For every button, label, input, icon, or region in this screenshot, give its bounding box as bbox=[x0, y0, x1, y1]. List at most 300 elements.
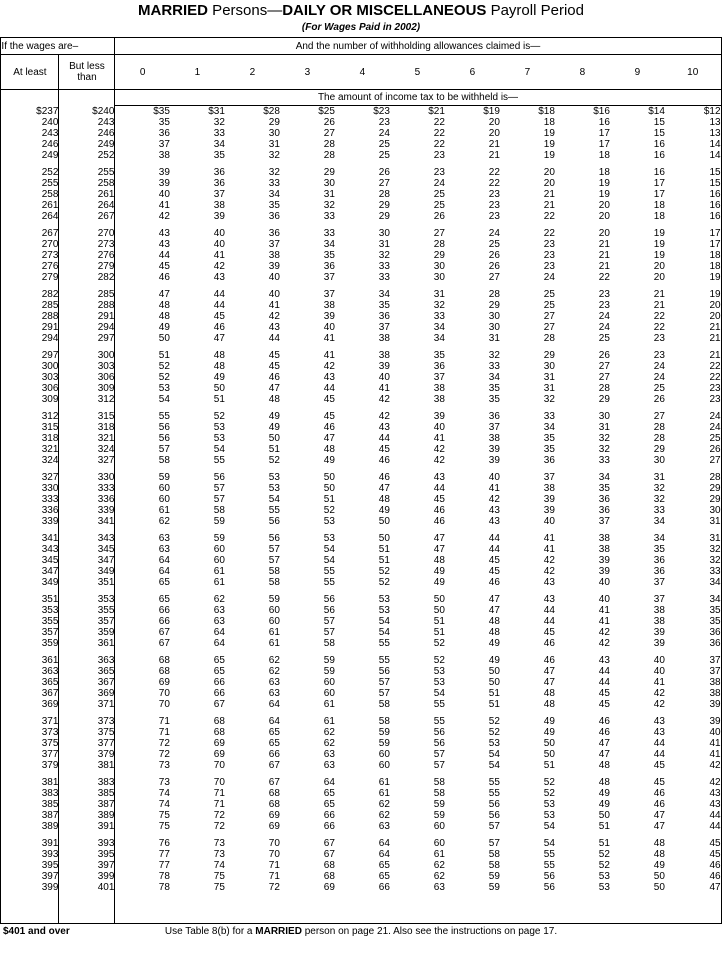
cell-withholding-0: 43 bbox=[115, 239, 170, 250]
cell-withholding-0: 63 bbox=[115, 533, 170, 544]
cell-withholding-8: 36 bbox=[598, 494, 610, 505]
cell-withholding-3: 49 bbox=[323, 455, 335, 466]
cell-at-least: 339 bbox=[1, 516, 59, 527]
table-row bbox=[1, 106, 721, 118]
cell-withholding-9: 30 bbox=[653, 455, 665, 466]
cell-withholding-6: 21 bbox=[488, 150, 500, 161]
cell-withholding-7: 42 bbox=[543, 555, 555, 566]
cell-withholding-5: 31 bbox=[433, 289, 445, 300]
cell-withholding-7: 19 bbox=[543, 128, 555, 139]
cell-withholding-1: 34 bbox=[213, 139, 225, 150]
cell-at-least: 373 bbox=[1, 727, 59, 738]
cell-but-less-than: 389 bbox=[59, 810, 115, 821]
cell-withholding-7: 49 bbox=[543, 727, 555, 738]
cell-withholding-10: 24 bbox=[665, 422, 721, 433]
cell-withholding-5: 34 bbox=[433, 333, 445, 344]
footer-note bbox=[1, 926, 721, 937]
cell-withholding-1: 59 bbox=[213, 516, 225, 527]
cell-withholding-4: 63 bbox=[378, 821, 390, 832]
cell-withholding-10: 39 bbox=[665, 699, 721, 710]
table-row bbox=[1, 716, 721, 727]
cell-withholding-2: 37 bbox=[268, 239, 280, 250]
cell-withholding-2: 58 bbox=[268, 566, 280, 577]
spacer-at-least bbox=[1, 90, 59, 106]
cell-withholding-5: 50 bbox=[433, 594, 445, 605]
cell-withholding-10: 32 bbox=[665, 544, 721, 555]
cell-withholding-10: 36 bbox=[665, 627, 721, 638]
cell-withholding-9: 16 bbox=[653, 139, 665, 150]
cell-withholding-7: 23 bbox=[543, 250, 555, 261]
cell-withholding-3: 54 bbox=[323, 555, 335, 566]
cell-withholding-6: 23 bbox=[488, 200, 500, 211]
cell-withholding-9: 38 bbox=[653, 605, 665, 616]
cell-withholding-3: 59 bbox=[323, 666, 335, 677]
cell-withholding-2: 52 bbox=[268, 455, 280, 466]
cell-withholding-2: 55 bbox=[268, 505, 280, 516]
table-row bbox=[1, 300, 721, 311]
cell-withholding-2: 57 bbox=[268, 544, 280, 555]
cell-withholding-1: 60 bbox=[213, 544, 225, 555]
table-row bbox=[1, 350, 721, 361]
cell-withholding-10: 46 bbox=[665, 860, 721, 871]
cell-withholding-8: 19 bbox=[598, 178, 610, 189]
cell-withholding-10: 27 bbox=[665, 455, 721, 466]
col-header-allowance-6: 6 bbox=[445, 55, 500, 90]
cell-but-less-than: 373 bbox=[59, 716, 115, 727]
cell-withholding-10: 21 bbox=[665, 350, 721, 361]
cell-withholding-8: 47 bbox=[598, 738, 610, 749]
withholding-table bbox=[0, 37, 721, 924]
cell-withholding-10: 17 bbox=[665, 228, 721, 239]
table-row bbox=[1, 289, 721, 300]
cell-at-least: 363 bbox=[1, 666, 59, 677]
cell-withholding-2: 42 bbox=[268, 311, 280, 322]
table-row bbox=[1, 200, 721, 211]
cell-withholding-2: 47 bbox=[268, 383, 280, 394]
cell-but-less-than: 349 bbox=[59, 566, 115, 577]
cell-but-less-than: 327 bbox=[59, 455, 115, 466]
cell-withholding-4: 54 bbox=[378, 627, 390, 638]
cell-but-less-than: 318 bbox=[59, 422, 115, 433]
cell-withholding-4: 31 bbox=[378, 239, 390, 250]
cell-but-less-than: 309 bbox=[59, 383, 115, 394]
cell-but-less-than: 321 bbox=[59, 433, 115, 444]
cell-withholding-8: 22 bbox=[598, 272, 610, 283]
cell-withholding-7: 24 bbox=[543, 272, 555, 283]
cell-withholding-8: 44 bbox=[598, 666, 610, 677]
cell-withholding-5: $21 bbox=[428, 106, 445, 117]
table-row bbox=[1, 422, 721, 433]
cell-withholding-8: 27 bbox=[598, 361, 610, 372]
cell-withholding-9: 49 bbox=[653, 860, 665, 871]
cell-at-least: 327 bbox=[1, 472, 59, 483]
cell-but-less-than: 306 bbox=[59, 372, 115, 383]
cell-withholding-6: 26 bbox=[488, 261, 500, 272]
cell-withholding-2: 61 bbox=[268, 627, 280, 638]
cell-withholding-5: 23 bbox=[433, 150, 445, 161]
cell-withholding-10: 25 bbox=[665, 433, 721, 444]
cell-withholding-3: 50 bbox=[323, 483, 335, 494]
cell-withholding-6: 40 bbox=[488, 472, 500, 483]
cell-withholding-8: 48 bbox=[598, 760, 610, 771]
cell-withholding-0: 71 bbox=[115, 727, 170, 738]
table-row bbox=[1, 871, 721, 882]
cell-withholding-2: 64 bbox=[268, 699, 280, 710]
cell-withholding-3: 47 bbox=[323, 433, 335, 444]
cell-withholding-3: 64 bbox=[323, 777, 335, 788]
cell-withholding-4: 49 bbox=[378, 505, 390, 516]
cell-withholding-9: 48 bbox=[653, 849, 665, 860]
cell-but-less-than: 315 bbox=[59, 411, 115, 422]
cell-withholding-5: 57 bbox=[433, 760, 445, 771]
cell-withholding-3: 63 bbox=[323, 749, 335, 760]
cell-withholding-8: 44 bbox=[598, 677, 610, 688]
table-row bbox=[1, 577, 721, 588]
cell-withholding-9: 17 bbox=[653, 189, 665, 200]
cell-withholding-3: 46 bbox=[323, 422, 335, 433]
cell-withholding-0: 39 bbox=[115, 178, 170, 189]
cell-withholding-10: 22 bbox=[665, 361, 721, 372]
cell-withholding-3: 68 bbox=[323, 871, 335, 882]
table-row bbox=[1, 178, 721, 189]
cell-withholding-10: 33 bbox=[665, 566, 721, 577]
cell-withholding-4: 55 bbox=[378, 655, 390, 666]
cell-at-least: 288 bbox=[1, 311, 59, 322]
cell-withholding-1: 40 bbox=[213, 228, 225, 239]
cell-withholding-3: 41 bbox=[323, 350, 335, 361]
cell-withholding-6: 23 bbox=[488, 189, 500, 200]
cell-withholding-4: 56 bbox=[378, 666, 390, 677]
cell-withholding-1: 65 bbox=[213, 655, 225, 666]
cell-withholding-6: 30 bbox=[488, 311, 500, 322]
cell-withholding-1: 62 bbox=[213, 594, 225, 605]
cell-withholding-2: 58 bbox=[268, 577, 280, 588]
cell-at-least: 255 bbox=[1, 178, 59, 189]
cell-withholding-7: 43 bbox=[543, 594, 555, 605]
cell-withholding-6: 45 bbox=[488, 566, 500, 577]
cell-but-less-than: 291 bbox=[59, 311, 115, 322]
cell-withholding-1: 55 bbox=[213, 455, 225, 466]
cell-but-less-than: 371 bbox=[59, 699, 115, 710]
cell-withholding-1: 59 bbox=[213, 533, 225, 544]
cell-at-least: 276 bbox=[1, 261, 59, 272]
cell-withholding-6: 26 bbox=[488, 250, 500, 261]
cell-withholding-0: 52 bbox=[115, 361, 170, 372]
cell-withholding-10: 39 bbox=[665, 716, 721, 727]
cell-withholding-6: 32 bbox=[488, 350, 500, 361]
cell-withholding-10: 23 bbox=[665, 394, 721, 405]
cell-withholding-0: 66 bbox=[115, 605, 170, 616]
cell-withholding-5: 49 bbox=[433, 577, 445, 588]
cell-withholding-10: 18 bbox=[665, 261, 721, 272]
cell-withholding-7: 48 bbox=[543, 699, 555, 710]
cell-withholding-9: 45 bbox=[653, 777, 665, 788]
cell-at-least: 389 bbox=[1, 821, 59, 832]
cell-withholding-5: 54 bbox=[433, 688, 445, 699]
cell-withholding-9: 46 bbox=[653, 788, 665, 799]
cell-withholding-8: 49 bbox=[598, 788, 610, 799]
cell-withholding-4: 50 bbox=[378, 533, 390, 544]
cell-withholding-6: 51 bbox=[488, 688, 500, 699]
cell-withholding-8: 23 bbox=[598, 300, 610, 311]
cell-withholding-3: 35 bbox=[323, 250, 335, 261]
cell-withholding-1: 66 bbox=[213, 688, 225, 699]
cell-withholding-2: 72 bbox=[268, 882, 280, 893]
cell-at-least: 381 bbox=[1, 777, 59, 788]
cell-withholding-9: 21 bbox=[653, 289, 665, 300]
table-row bbox=[1, 394, 721, 405]
cell-withholding-2: 36 bbox=[268, 228, 280, 239]
cell-withholding-3: 53 bbox=[323, 516, 335, 527]
col-header-at-least: At least bbox=[1, 55, 59, 90]
cell-withholding-1: 75 bbox=[213, 882, 225, 893]
cell-withholding-3: 58 bbox=[323, 638, 335, 649]
cell-withholding-3: 31 bbox=[323, 189, 335, 200]
table-row bbox=[1, 799, 721, 810]
cell-withholding-10: 46 bbox=[665, 871, 721, 882]
cell-withholding-4: 33 bbox=[378, 272, 390, 283]
cell-withholding-6: 53 bbox=[488, 738, 500, 749]
cell-withholding-5: 45 bbox=[433, 494, 445, 505]
cell-at-least: 285 bbox=[1, 300, 59, 311]
cell-withholding-7: 21 bbox=[543, 189, 555, 200]
cell-but-less-than: 399 bbox=[59, 871, 115, 882]
cell-withholding-8: 32 bbox=[598, 433, 610, 444]
cell-but-less-than: 255 bbox=[59, 167, 115, 178]
cell-withholding-2: 34 bbox=[268, 189, 280, 200]
table-row bbox=[1, 788, 721, 799]
cell-at-least: 282 bbox=[1, 289, 59, 300]
cell-withholding-3: 38 bbox=[323, 300, 335, 311]
cell-withholding-4: 29 bbox=[378, 211, 390, 222]
table-row bbox=[1, 444, 721, 455]
cell-withholding-7: 35 bbox=[543, 433, 555, 444]
cell-withholding-5: 47 bbox=[433, 544, 445, 555]
cell-withholding-5: 49 bbox=[433, 566, 445, 577]
cell-withholding-7: 56 bbox=[543, 871, 555, 882]
cell-withholding-1: 61 bbox=[213, 566, 225, 577]
cell-at-least: 303 bbox=[1, 372, 59, 383]
cell-withholding-3: 40 bbox=[323, 322, 335, 333]
cell-withholding-7: 22 bbox=[543, 228, 555, 239]
table-row bbox=[1, 128, 721, 139]
cell-withholding-8: 33 bbox=[598, 455, 610, 466]
cell-withholding-4: 45 bbox=[378, 444, 390, 455]
cell-withholding-4: 51 bbox=[378, 555, 390, 566]
cell-but-less-than: 300 bbox=[59, 350, 115, 361]
cell-but-less-than: 365 bbox=[59, 666, 115, 677]
cell-but-less-than: 353 bbox=[59, 594, 115, 605]
cell-withholding-2: 53 bbox=[268, 472, 280, 483]
cell-withholding-7: 48 bbox=[543, 688, 555, 699]
cell-withholding-1: 58 bbox=[213, 505, 225, 516]
cell-withholding-10: 35 bbox=[665, 616, 721, 627]
cell-withholding-7: 41 bbox=[543, 533, 555, 544]
cell-withholding-6: 27 bbox=[488, 272, 500, 283]
cell-withholding-5: 22 bbox=[433, 117, 445, 128]
cell-withholding-1: 70 bbox=[213, 760, 225, 771]
cell-withholding-3: 65 bbox=[323, 788, 335, 799]
cell-withholding-8: 32 bbox=[598, 444, 610, 455]
col-header-allowance-5: 5 bbox=[390, 55, 445, 90]
cell-withholding-5: 59 bbox=[433, 799, 445, 810]
cell-withholding-0: 64 bbox=[115, 555, 170, 566]
cell-at-least: 321 bbox=[1, 444, 59, 455]
cell-withholding-5: 38 bbox=[433, 394, 445, 405]
cell-withholding-4: 38 bbox=[378, 350, 390, 361]
cell-withholding-8: 45 bbox=[598, 699, 610, 710]
cell-withholding-1: 68 bbox=[213, 727, 225, 738]
cell-withholding-2: 44 bbox=[268, 333, 280, 344]
cell-withholding-10: 30 bbox=[665, 505, 721, 516]
cell-withholding-1: 53 bbox=[213, 422, 225, 433]
cell-withholding-5: 52 bbox=[433, 638, 445, 649]
cell-but-less-than: 330 bbox=[59, 472, 115, 483]
cell-but-less-than: 276 bbox=[59, 250, 115, 261]
cell-at-least: 279 bbox=[1, 272, 59, 283]
cell-withholding-7: 28 bbox=[543, 333, 555, 344]
cell-withholding-6: 36 bbox=[488, 411, 500, 422]
cell-but-less-than: 377 bbox=[59, 738, 115, 749]
col-header-allowance-2: 2 bbox=[225, 55, 280, 90]
cell-but-less-than: 363 bbox=[59, 655, 115, 666]
cell-withholding-5: 40 bbox=[433, 422, 445, 433]
cell-withholding-4: 50 bbox=[378, 516, 390, 527]
cell-withholding-4: 65 bbox=[378, 860, 390, 871]
cell-withholding-3: 33 bbox=[323, 228, 335, 239]
cell-withholding-5: 62 bbox=[433, 871, 445, 882]
cell-withholding-5: 48 bbox=[433, 555, 445, 566]
cell-withholding-8: 31 bbox=[598, 422, 610, 433]
cell-withholding-0: 42 bbox=[115, 211, 170, 222]
cell-withholding-7: 45 bbox=[543, 627, 555, 638]
table-row bbox=[1, 211, 721, 222]
cell-at-least: 333 bbox=[1, 494, 59, 505]
cell-withholding-7: 50 bbox=[543, 738, 555, 749]
cell-at-least: 249 bbox=[1, 150, 59, 161]
table-row bbox=[1, 821, 721, 832]
cell-but-less-than: 345 bbox=[59, 544, 115, 555]
cell-withholding-0: 70 bbox=[115, 699, 170, 710]
cell-withholding-3: 66 bbox=[323, 821, 335, 832]
cell-withholding-6: 37 bbox=[488, 422, 500, 433]
cell-withholding-5: 41 bbox=[433, 433, 445, 444]
cell-at-least: 240 bbox=[1, 117, 59, 128]
cell-withholding-1: 73 bbox=[213, 849, 225, 860]
cell-withholding-5: 60 bbox=[433, 838, 445, 849]
cell-at-least: 399 bbox=[1, 882, 59, 893]
cell-withholding-1: 60 bbox=[213, 555, 225, 566]
cell-withholding-6: 39 bbox=[488, 455, 500, 466]
cell-at-least: 371 bbox=[1, 716, 59, 727]
cell-withholding-2: 71 bbox=[268, 860, 280, 871]
cell-withholding-0: 47 bbox=[115, 289, 170, 300]
cell-withholding-10: 29 bbox=[665, 483, 721, 494]
cell-withholding-10: 38 bbox=[665, 677, 721, 688]
title-bold-married: MARRIED bbox=[138, 2, 209, 19]
table-row bbox=[1, 860, 721, 871]
cell-withholding-1: 64 bbox=[213, 638, 225, 649]
cell-withholding-4: 29 bbox=[378, 200, 390, 211]
cell-withholding-0: $35 bbox=[115, 106, 170, 118]
cell-withholding-9: 45 bbox=[653, 760, 665, 771]
cell-withholding-3: 67 bbox=[323, 838, 335, 849]
cell-withholding-7: 52 bbox=[543, 788, 555, 799]
cell-at-least: 395 bbox=[1, 860, 59, 871]
cell-withholding-10: 38 bbox=[665, 688, 721, 699]
cell-withholding-6: 55 bbox=[488, 777, 500, 788]
cell-withholding-5: 22 bbox=[433, 139, 445, 150]
cell-withholding-4: 60 bbox=[378, 749, 390, 760]
cell-at-least: 261 bbox=[1, 200, 59, 211]
table-row bbox=[1, 594, 721, 605]
cell-withholding-1: 33 bbox=[213, 128, 225, 139]
cell-withholding-2: 69 bbox=[268, 821, 280, 832]
cell-withholding-3: 37 bbox=[323, 272, 335, 283]
cell-withholding-1: 35 bbox=[213, 150, 225, 161]
cell-withholding-3: 42 bbox=[323, 361, 335, 372]
cell-withholding-3: 53 bbox=[323, 533, 335, 544]
cell-withholding-5: 63 bbox=[433, 882, 445, 893]
cell-withholding-6: 24 bbox=[488, 228, 500, 239]
cell-withholding-8: 41 bbox=[598, 616, 610, 627]
cell-withholding-9: 25 bbox=[653, 383, 665, 394]
cell-withholding-9: 37 bbox=[653, 594, 665, 605]
col-header-allowance-0: 0 bbox=[115, 55, 170, 90]
cell-withholding-4: 42 bbox=[378, 411, 390, 422]
cell-withholding-7: 42 bbox=[543, 566, 555, 577]
table-row bbox=[1, 372, 721, 383]
cell-withholding-1: 45 bbox=[213, 311, 225, 322]
cell-but-less-than: 249 bbox=[59, 139, 115, 150]
cell-but-less-than: 279 bbox=[59, 261, 115, 272]
cell-withholding-10: 23 bbox=[665, 383, 721, 394]
cell-withholding-7: 51 bbox=[543, 760, 555, 771]
cell-withholding-3: 55 bbox=[323, 577, 335, 588]
cell-withholding-0: 44 bbox=[115, 250, 170, 261]
cell-withholding-6: 35 bbox=[488, 383, 500, 394]
cell-withholding-1: 51 bbox=[213, 394, 225, 405]
cell-withholding-0: 74 bbox=[115, 799, 170, 810]
footer-over-label: $401 and over bbox=[3, 926, 70, 937]
cell-at-least: 361 bbox=[1, 655, 59, 666]
cell-withholding-8: 24 bbox=[598, 311, 610, 322]
table-row bbox=[1, 117, 721, 128]
cell-withholding-8: 26 bbox=[598, 350, 610, 361]
table-row bbox=[1, 322, 721, 333]
cell-withholding-2: 32 bbox=[268, 150, 280, 161]
withholding-table-wrapper bbox=[0, 37, 722, 924]
cell-withholding-10: 40 bbox=[665, 727, 721, 738]
cell-withholding-3: 37 bbox=[323, 289, 335, 300]
cell-withholding-7: 54 bbox=[543, 821, 555, 832]
cell-withholding-4: 61 bbox=[378, 788, 390, 799]
cell-withholding-6: 30 bbox=[488, 322, 500, 333]
wages-header-label: If the wages are– bbox=[1, 38, 115, 55]
cell-withholding-4: 33 bbox=[378, 261, 390, 272]
cell-withholding-8: 51 bbox=[598, 838, 610, 849]
cell-withholding-4: 61 bbox=[378, 777, 390, 788]
table-row bbox=[1, 411, 721, 422]
cell-at-least: 343 bbox=[1, 544, 59, 555]
cell-withholding-0: 60 bbox=[115, 483, 170, 494]
cell-withholding-10: 13 bbox=[665, 128, 721, 139]
cell-withholding-2: 30 bbox=[268, 128, 280, 139]
cell-withholding-3: 65 bbox=[323, 799, 335, 810]
cell-withholding-3: 66 bbox=[323, 810, 335, 821]
cell-withholding-6: 56 bbox=[488, 810, 500, 821]
cell-withholding-1: 36 bbox=[213, 167, 225, 178]
